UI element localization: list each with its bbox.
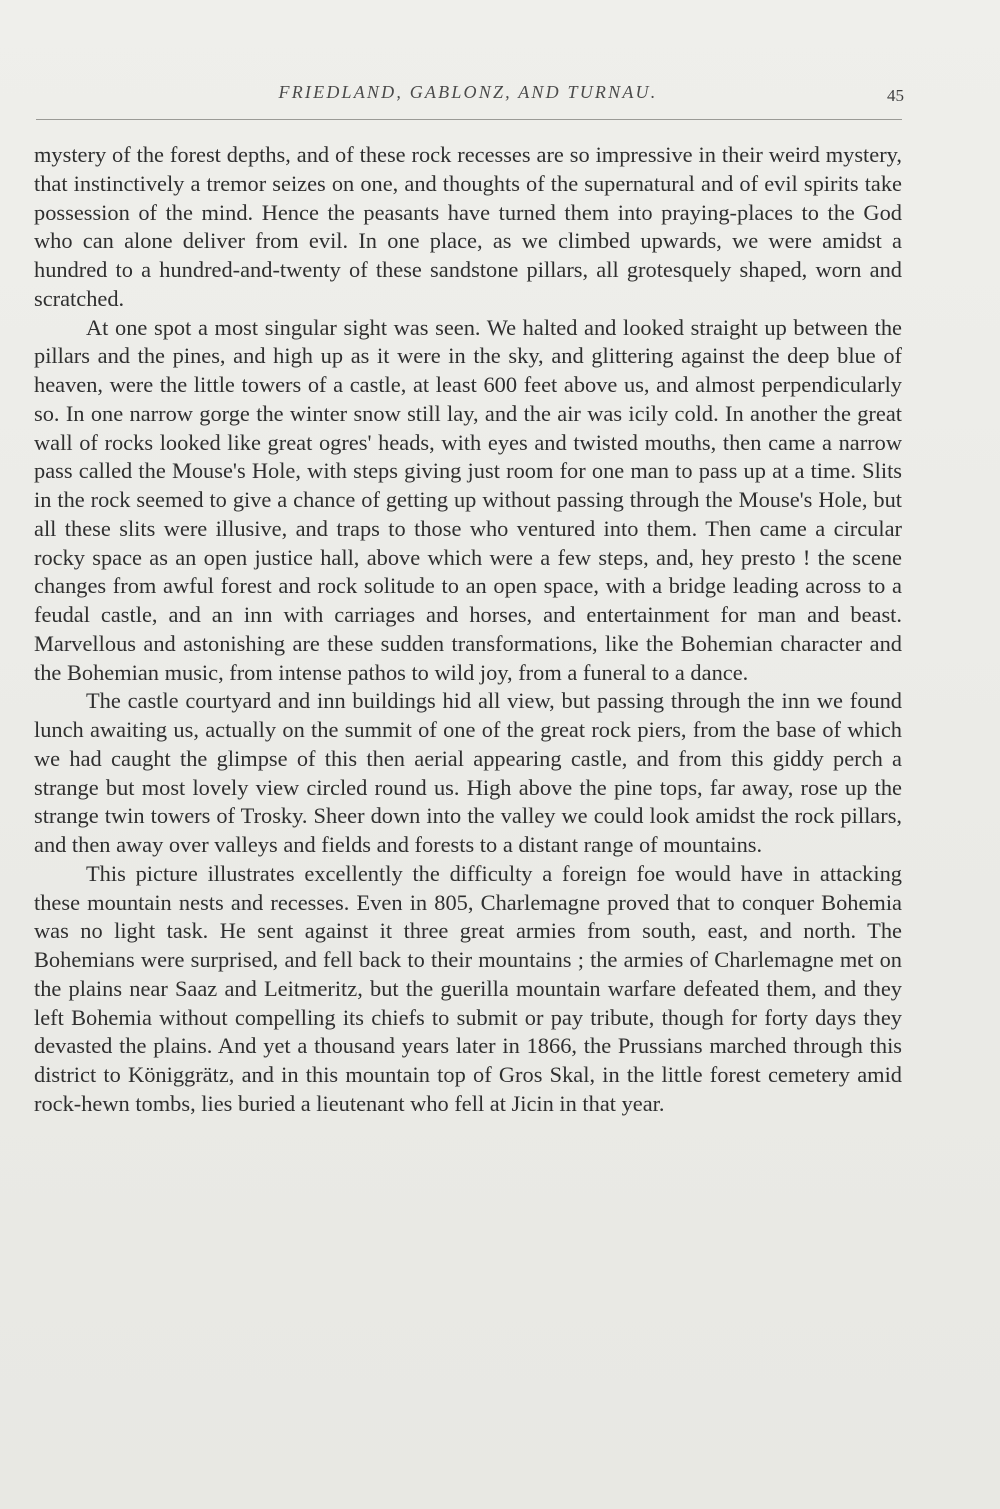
body-text bbox=[34, 141, 902, 1119]
paragraph: This picture illustrates excellently the difficulty a foreign foe would have in attacking these mountain nests and recesses. Even in 805, Charlemagne proved that to conquer Bohemia was no light task. He sent against it three great armies from south, east, and north. The Bohemians were surprised, and fell back to their mountains ; the armies of Charlemagne met on the plains near Saaz and Leitmeritz, but the guerilla mountain warfare defeated them, and they left Bohemia without compelling its chiefs to submit or pay tribute, though for forty days they devasted the plains. And yet a thousand years later in 1866, the Prussians marched through this district to Königgrätz, and in this mountain top of Gros Skal, in the little forest cemetery amid rock-hewn tombs, lies buried a lieutenant who fell at Jicin in that year. bbox=[34, 860, 902, 1116]
page-number: 45 bbox=[887, 86, 904, 105]
running-title: FRIEDLAND, GABLONZ, AND TURNAU. bbox=[278, 82, 658, 102]
paragraph: The castle courtyard and inn buildings hid all view, but passing through the inn we found lunch awaiting us, actually on the summit of one of the great rock piers, from the base of which we had caught the glimpse of this then aerial appearing castle, and from this giddy perch a strange but most lovely view circled round us. High above the pine tops, far away, rose up the strange twin towers of Trosky. Sheer down into the valley we could look amidst the rock pillars, and then away over valleys and fields and forests to a distant range of mountains. bbox=[34, 688, 902, 857]
paragraph: mystery of the forest depths, and of these rock recesses are so impressive in their weird mystery, that instinctively a tremor seizes on one, and thoughts of the supernatural and of evil spirits take possession of the mind. Hence the peasants have turned them into praying-places to the God who can alone deliver from evil. In one place, as we climbed upwards, we were amidst a hundred to a hundred-and-twenty of these sandstone pillars, all grotesquely shaped, worn and scratched. bbox=[34, 142, 902, 311]
running-header bbox=[34, 76, 902, 110]
header-rule bbox=[36, 119, 902, 120]
paragraph: At one spot a most singular sight was seen. We halted and looked straight up between the pillars and the pines, and high up as it were in the sky, and glittering against the deep blue of heaven, were the little towers of a castle, at least 600 feet above us, and almost perpendicularly so. In one narrow gorge the winter snow still lay, and the air was icily cold. In another the great wall of rocks looked like great ogres' heads, with eyes and twisted mouths, then came a narrow pass called the Mouse's Hole, with steps giving just room for one man to pass up at a time. Slits in the rock seemed to give a chance of getting up without passing through the Mouse's Hole, but all these slits were illusive, and traps to those who ventured into them. Then came a circular rocky space as an open justice hall, above which were a few steps, and, hey presto ! the scene changes from awful forest and rock solitude to an open space, with a bridge leading across to a feudal castle, and an inn with carriages and horses, and entertainment for man and beast. Marvellous and astonishing are these sudden transformations, like the Bohemian character and the Bohemian music, from intense pathos to wild joy, from a funeral to a dance. bbox=[34, 314, 902, 685]
